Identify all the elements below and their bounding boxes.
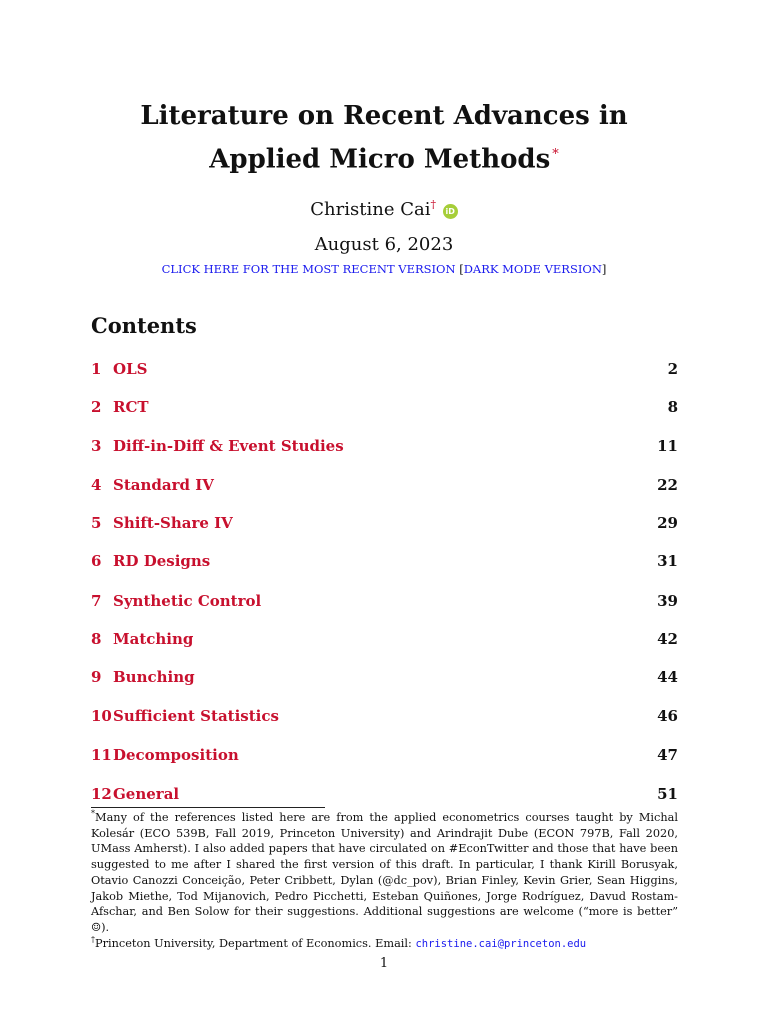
paper-title-text-2: Applied Micro Methods: [209, 144, 551, 175]
toc-title[interactable]: Decomposition: [113, 746, 239, 764]
page-number: 1: [379, 956, 389, 971]
version-links: [0, 261, 768, 277]
toc-item-shift-share-iv[interactable]: [91, 512, 678, 534]
title-footnote-link[interactable]: *: [552, 147, 559, 162]
paper-title-text-1: Literature on Recent Advances in: [140, 101, 628, 131]
footnote-text: Many of the references listed here are from the applied econometrics courses taught by Michal Kolesár (ECO 539B, Fall 2019, Princeton University) and Arindrajit Dube (ECON 797B, Fall 2020, UMass Amherst). I also added papers that have circulated on #EconTwitter and those that have been suggested to me after I shared the first version of this draft. In particular, I thank Kirill Borusyak, Otavio Canozzi Conceição, Peter Cribbett, Dylan (@dc_pov), Brian Finley, Kevin Grier, Sean Higgins, Jakob Miethe, Tod Mijanovich, Pedro Picchetti, Esteban Quiñones, Jorge Rodríguez, Davud Rostam-Afschar, and Ben Solow for their suggestions. Additional suggestions are welcome (“more is better” ☺).: [91, 811, 678, 934]
toc-page: 42: [657, 630, 678, 648]
toc-item-diff-in-diff[interactable]: [91, 435, 678, 457]
toc-item-general[interactable]: [91, 783, 678, 805]
dark-mode-link[interactable]: DARK MODE VERSION: [463, 262, 602, 276]
toc-page: 31: [657, 552, 678, 570]
toc-page: 44: [657, 668, 678, 686]
toc-number: 8: [91, 630, 102, 648]
toc-title[interactable]: Standard IV: [113, 476, 214, 494]
paper-title-line-1: [0, 97, 768, 135]
toc-title[interactable]: OLS: [113, 360, 148, 378]
toc-title[interactable]: Shift-Share IV: [113, 514, 233, 532]
toc-item-matching[interactable]: [91, 628, 678, 650]
toc-page: 46: [657, 707, 678, 725]
toc-number: 7: [91, 592, 102, 610]
author-line: [0, 193, 768, 222]
footnote-affiliation: [91, 936, 678, 953]
toc-page: 47: [657, 746, 678, 764]
footnote-acknowledgements: [91, 810, 678, 936]
paper-title-line-2: [0, 136, 768, 179]
toc-title[interactable]: Matching: [113, 630, 194, 648]
toc-number: 4: [91, 476, 102, 494]
bracket-close: ]: [601, 262, 607, 276]
recent-version-link[interactable]: CLICK HERE FOR THE MOST RECENT VERSION: [161, 262, 456, 276]
toc-item-sufficient-statistics[interactable]: [91, 705, 678, 727]
toc-item-ols[interactable]: [91, 358, 678, 380]
toc-title[interactable]: Bunching: [113, 668, 195, 686]
toc-page: 8: [667, 398, 678, 416]
toc-title[interactable]: Sufficient Statistics: [113, 707, 279, 725]
author-name: Christine Cai: [310, 199, 431, 220]
toc-title[interactable]: Synthetic Control: [113, 592, 262, 610]
toc-number: 9: [91, 668, 102, 686]
toc-title[interactable]: Diff-in-Diff & Event Studies: [113, 437, 344, 455]
toc-item-standard-iv[interactable]: [91, 474, 678, 496]
footnote-mark: †: [91, 934, 95, 944]
toc-page: 39: [657, 592, 678, 610]
toc-page: 29: [657, 514, 678, 532]
toc-title[interactable]: RD Designs: [113, 552, 211, 570]
toc-item-rd-designs[interactable]: [91, 550, 678, 572]
contents-heading: Contents: [91, 313, 197, 338]
toc-item-rct[interactable]: [91, 396, 678, 418]
toc-number: 5: [91, 514, 102, 532]
toc-item-decomposition[interactable]: [91, 744, 678, 766]
orcid-icon[interactable]: iD: [443, 204, 458, 219]
toc-page: 2: [667, 360, 678, 378]
footnote-rule: [91, 807, 325, 808]
toc-number: 11: [91, 746, 112, 764]
footnote-mark: *: [91, 809, 95, 819]
publication-date: August 6, 2023: [314, 234, 454, 255]
footnotes: [91, 810, 678, 952]
bracket-open: [: [459, 262, 464, 276]
toc-number: 10: [91, 707, 112, 725]
toc-page: 51: [657, 785, 678, 803]
author-footnote-link[interactable]: †: [430, 198, 436, 211]
email-link[interactable]: christine.cai@princeton.edu: [415, 937, 587, 950]
toc-item-bunching[interactable]: [91, 666, 678, 688]
toc-number: 6: [91, 552, 102, 570]
toc-number: 3: [91, 437, 102, 455]
toc-title[interactable]: General: [113, 785, 180, 803]
toc-page: 11: [657, 437, 678, 455]
toc-page: 22: [657, 476, 678, 494]
toc-number: 12: [91, 785, 112, 803]
footnote-text: Princeton University, Department of Economics. Email:: [95, 936, 416, 950]
toc-item-synthetic-control[interactable]: [91, 590, 678, 612]
toc-number: 2: [91, 398, 102, 416]
toc-title[interactable]: RCT: [113, 398, 149, 416]
toc-number: 1: [91, 360, 102, 378]
